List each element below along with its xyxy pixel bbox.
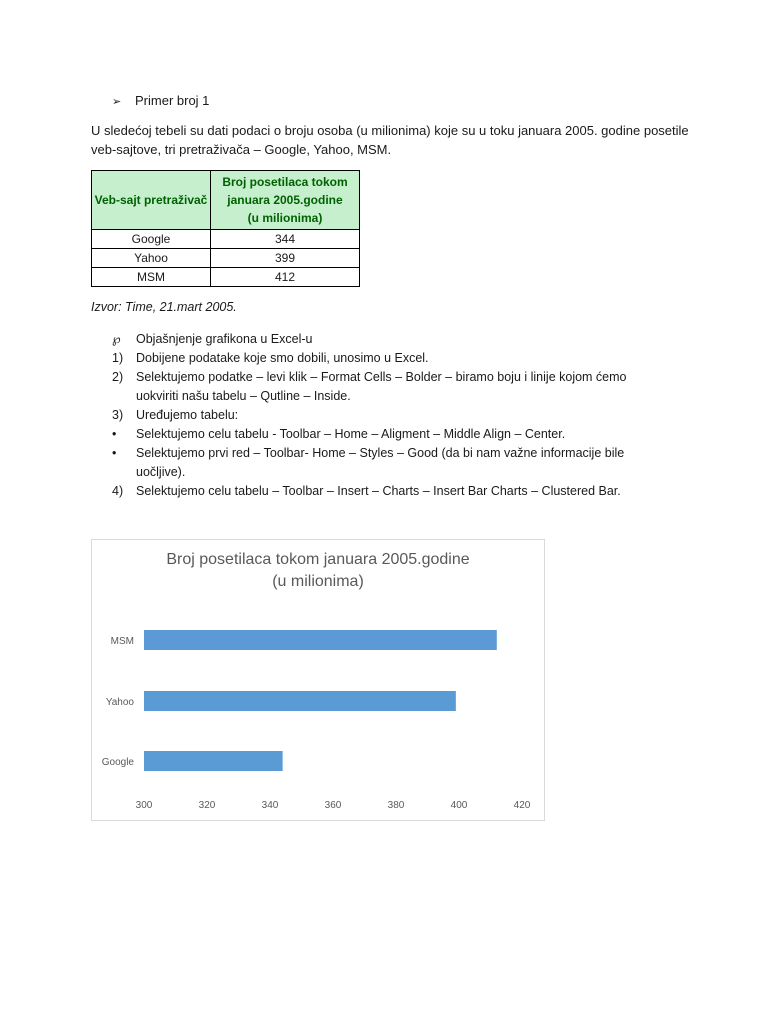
chart-title: Broj posetilaca tokom januara 2005.godine [166, 551, 470, 568]
step-marker: 2) [112, 370, 124, 384]
step-text: Selektujemo prvi red – Toolbar- Home – Styles – Good (da bi nam važne informacije bile uočljive). [136, 446, 625, 479]
header-search-engine: Veb-sajt pretraživač [92, 171, 211, 230]
bar-google [144, 751, 283, 771]
step-marker: ℘ [112, 332, 121, 346]
x-tick-label: 320 [198, 800, 216, 811]
cell-engine: Yahoo [92, 249, 211, 268]
step-text: Uređujemo tabelu: [136, 408, 239, 422]
list-item [112, 330, 672, 349]
cell-engine: Google [92, 230, 211, 249]
x-tick-label: 300 [135, 800, 153, 811]
cell-value: 399 [211, 249, 360, 268]
x-tick-label: 380 [387, 800, 405, 811]
header-visitors-line: Broj posetilaca tokom [222, 175, 348, 189]
arrow-bullet-icon: ➢ [112, 96, 122, 108]
x-tick-label: 400 [450, 800, 468, 811]
header-visitors-line: (u milionima) [247, 211, 323, 225]
step-text: Objašnjenje grafikona u Excel-u [136, 332, 313, 346]
x-tick-label: 420 [513, 800, 531, 811]
x-tick-label: 340 [261, 800, 279, 811]
heading-text: Primer broj 1 [135, 93, 210, 108]
header-visitors-line: januara 2005.godine [227, 193, 343, 207]
bar-msm [144, 630, 497, 650]
x-tick-label: 360 [324, 800, 342, 811]
list-item [112, 349, 672, 368]
list-item [112, 406, 672, 425]
table-row [92, 268, 360, 287]
category-label: Yahoo [105, 697, 134, 708]
step-marker: • [112, 446, 117, 460]
step-text: Selektujemo celu tabelu - Toolbar – Home – Aligment – Middle Align – Center. [136, 427, 566, 441]
steps-list [112, 330, 672, 501]
category-label: MSM [110, 636, 134, 647]
step-marker: • [112, 427, 117, 441]
step-marker: 3) [112, 408, 124, 422]
intro-paragraph: U sledećoj tebeli su dati podaci o broju osoba (u milionima) koje su u toku januara 2005. godine posetile veb-sajtove, tri pretraživača – Google, Yahoo, MSM. [91, 123, 689, 157]
bar-chart[interactable] [91, 539, 545, 821]
visitors-table [91, 170, 360, 287]
step-marker: 4) [112, 484, 124, 498]
cell-value: 412 [211, 268, 360, 287]
header-visitors [211, 171, 360, 230]
cell-value: 344 [211, 230, 360, 249]
step-text: Dobijene podatake koje smo dobili, unosimo u Excel. [136, 351, 429, 365]
table-row [92, 230, 360, 249]
step-text: Selektujemo celu tabelu – Toolbar – Insert – Charts – Insert Bar Charts – Clustered Bar. [136, 484, 621, 498]
category-label: Google [101, 757, 134, 768]
step-text: Selektujemo podatke – levi klik – Format Cells – Bolder – biramo boju i linije kojom ćemo uokviriti našu tabelu – Qutline – Inside. [136, 370, 627, 403]
source-note: Izvor: Time, 21.mart 2005. [91, 300, 237, 314]
list-item [112, 368, 672, 406]
list-item [112, 425, 672, 444]
chart-subtitle: (u milionima) [272, 573, 364, 590]
table-header-row [92, 171, 360, 230]
cell-engine: MSM [92, 268, 211, 287]
list-item [112, 444, 672, 482]
table-row [92, 249, 360, 268]
section-heading [112, 93, 209, 108]
list-item [112, 482, 672, 501]
chart-plot [92, 540, 544, 820]
bar-yahoo [144, 691, 456, 711]
step-marker: 1) [112, 351, 124, 365]
